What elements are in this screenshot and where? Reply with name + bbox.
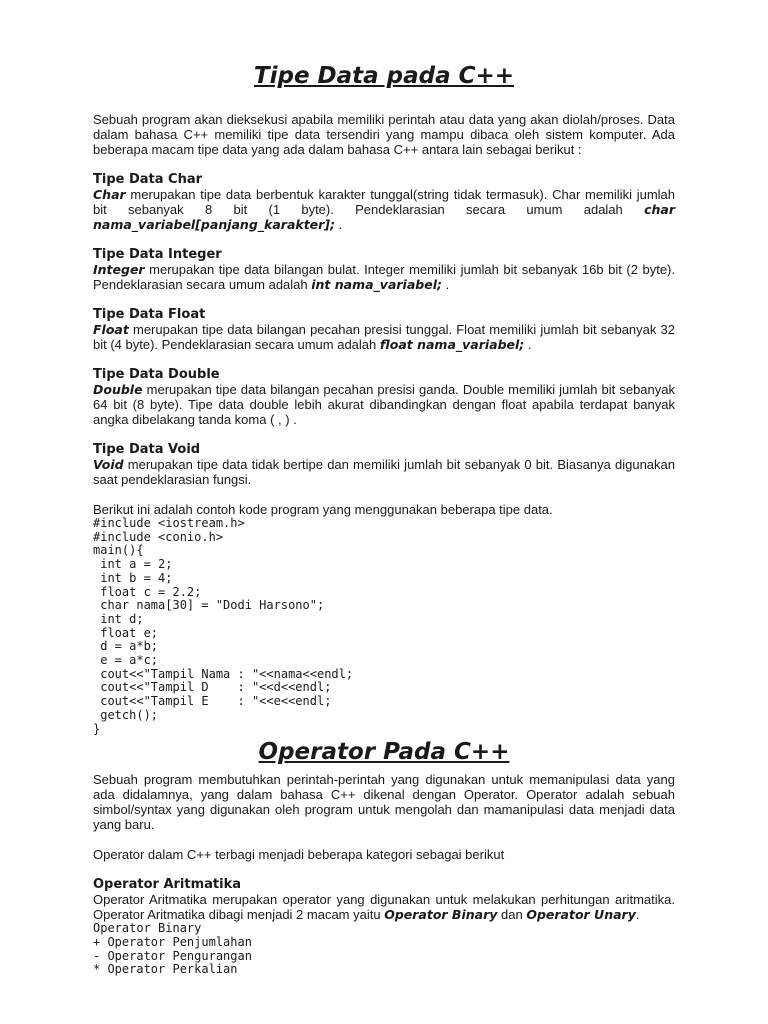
float-text: merupakan tipe data bilangan pecahan presisi tunggal. Float memiliki jumlah bit sebanyak 32 bit (4 byte). Pendeklarasian secara umum adalah <box>93 322 675 352</box>
code-example: #include <iostream.h> #include <conio.h> main(){ int a = 2; int b = 4; float c = 2.2; char nama[30] = "Dodi Harsono"; int d; float e; d = a*b; e = a*c; cout<<"Tampil Nama : "<<nama<<endl; cout<<"Tampil D : "<<d<<endl; cout<<"Tampil E : "<<e<<endl; getch(); } <box>93 516 354 736</box>
float-term: Float <box>93 322 129 337</box>
double-text: merupakan tipe data bilangan pecahan presisi ganda. Double memiliki jumlah bit sebanyak 64 bit (8 byte). Tipe data double lebih akurat dibandingkan dengan float apabila terdapat banyak angka dibelakang tanda koma ( , ) . <box>93 382 675 427</box>
document-page <box>93 56 675 977</box>
operator-intro: Sebuah program membutuhkan perintah-perintah yang digunakan untuk memanipulasi data yang ada didalamnya, yang dalam bahasa C++ dikenal dengan Operator. Operator adalah sebuah simbol/syntax yang digunakan oleh program untuk mengolah dan mamanipulasi data menjadi data yang baru. <box>93 772 675 833</box>
page-title: Tipe Data pada C++ <box>253 63 515 89</box>
example-intro: Berikut ini adalah contoh kode program yang menggunakan beberapa tipe data. <box>93 502 553 517</box>
float-end: . <box>524 337 532 352</box>
heading-integer: Tipe Data Integer <box>93 247 222 262</box>
void-term: Void <box>93 457 124 472</box>
char-text: merupakan tipe data berbentuk karakter tunggal(string tidak termasuk). Char memiliki jumlah bit sebanyak 8 bit (1 byte). Pendeklarasian secara umum adalah <box>93 187 675 217</box>
heading-char: Tipe Data Char <box>93 172 203 187</box>
void-text: merupakan tipe data tidak bertipe dan memiliki jumlah bit sebanyak 0 bit. Biasanya digunakan saat pendeklarasian fungsi. <box>93 457 675 487</box>
heading-arithmetic: Operator Aritmatika <box>93 877 241 893</box>
binary-operator-list: Operator Binary + Operator Penjumlahan - Operator Pengurangan * Operator Perkalian <box>93 921 252 977</box>
double-paragraph <box>93 382 675 427</box>
arithmetic-unary: Operator Unary <box>526 907 636 923</box>
heading-float: Tipe Data Float <box>93 307 206 322</box>
arithmetic-binary: Operator Binary <box>384 907 498 923</box>
heading-void: Tipe Data Void <box>93 442 201 457</box>
arithmetic-text: Operator Aritmatika merupakan operator yang digunakan untuk melakukan perhitungan aritmatika. Operator Aritmatika dibagi menjadi 2 macam yaitu <box>93 892 675 923</box>
integer-decl: int nama_variabel; <box>311 277 442 292</box>
intro-paragraph: Sebuah program akan dieksekusi apabila memiliki perintah atau data yang akan diolah/proses. Data dalam bahasa C++ memiliki tipe data tersendiri yang mampu dibaca oleh sistem komputer. Ada beberapa macam tipe data yang ada dalam bahasa C++ antara lain sebagai berikut : <box>93 112 675 157</box>
arithmetic-and: dan <box>497 907 527 923</box>
char-paragraph <box>93 187 675 232</box>
operator-categories: Operator dalam C++ terbagi menjadi beberapa kategori sebagai berikut <box>93 847 505 863</box>
float-paragraph <box>93 322 675 352</box>
integer-end: . <box>441 277 450 292</box>
char-decl: char nama_variabel[panjang_karakter]; <box>93 202 675 232</box>
heading-double: Tipe Data Double <box>93 367 220 382</box>
integer-term: Integer <box>93 262 145 277</box>
void-paragraph <box>93 457 675 487</box>
integer-paragraph <box>93 262 675 292</box>
double-term: Double <box>93 382 143 397</box>
arithmetic-paragraph <box>93 892 675 922</box>
char-term: Char <box>93 187 126 202</box>
float-decl: float nama_variabel; <box>379 337 525 352</box>
integer-text: merupakan tipe data bilangan bulat. Integer memiliki jumlah bit sebanyak 16b bit (2 byte). Pendeklarasian secara umum adalah <box>93 262 675 292</box>
section-title-operator: Operator Pada C++ <box>258 739 510 766</box>
char-end: . <box>335 217 343 232</box>
arithmetic-end: . <box>635 907 640 923</box>
